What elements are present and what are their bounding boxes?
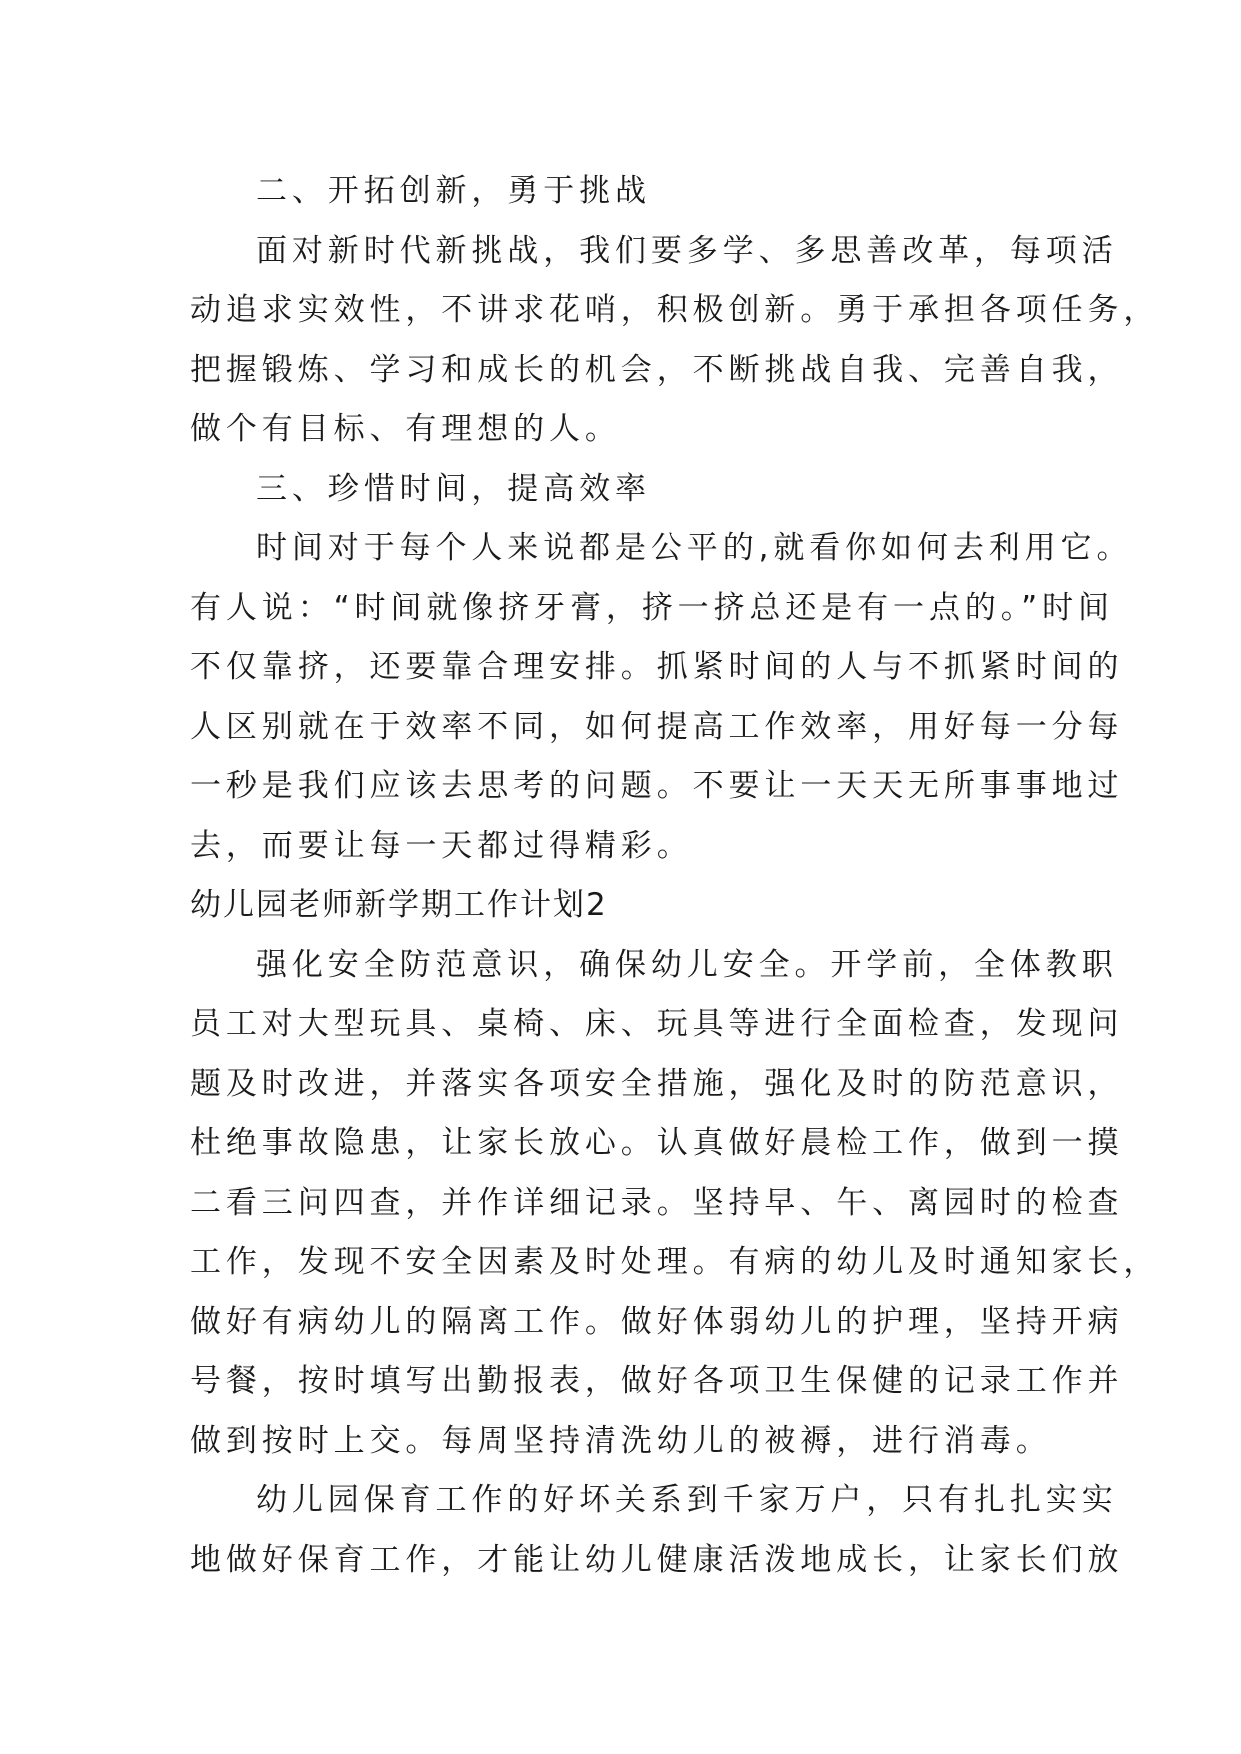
- text-line: 做到按时上交。每周坚持清洗幼儿的被褥，进行消毒。: [190, 1422, 1052, 1459]
- text-line: 人区别就在于效率不同，如何提高工作效率，用好每一分每: [190, 708, 1124, 745]
- text-line: 有人说：“时间就像挤牙膏，挤一挤总还是有一点的。”时间: [190, 589, 1114, 626]
- text-line: 员工对大型玩具、桌椅、床、玩具等进行全面检查，发现问: [190, 1006, 1124, 1042]
- text-line: 杜绝事故隐患，让家长放心。认真做好晨检工作，做到一摸: [190, 1125, 1124, 1161]
- paragraph-baoyu-gongzuo: [190, 1471, 1124, 1590]
- paragraph-shijian-gongping: [190, 519, 1133, 876]
- text-line: 时间对于每个人来说都是公平的,就看你如何去利用它。: [256, 530, 1133, 566]
- text-line: 幼儿园老师新学期工作计划2: [190, 887, 608, 923]
- text-line: 二看三问四查，并作详细记录。坚持早、午、离园时的检查: [190, 1184, 1124, 1221]
- text-line: 号餐，按时填写出勤报表，做好各项卫生保健的记录工作并: [190, 1363, 1124, 1399]
- text-line: 地做好保育工作，才能让幼儿健康活泼地成长，让家长们放: [190, 1541, 1124, 1578]
- document-page: [190, 162, 1160, 1590]
- paragraph-mianxiang-xinshidai: [190, 222, 1160, 460]
- section-title-plan-2: [190, 876, 1070, 936]
- heading-kaituo-chuangxin: [190, 162, 1070, 222]
- text-line: 面对新时代新挑战，我们要多学、多思善改革，每项活: [256, 232, 1118, 269]
- text-line: 强化安全防范意识，确保幼儿安全。开学前，全体教职: [256, 946, 1118, 983]
- text-line: 工作，发现不安全因素及时处理。有病的幼儿及时通知家长，: [190, 1244, 1160, 1280]
- text-line: 题及时改进，并落实各项安全措施，强化及时的防范意识，: [190, 1065, 1124, 1102]
- text-line: 二、开拓创新，勇于挑战: [256, 173, 651, 209]
- text-line: 把握锻炼、学习和成长的机会，不断挑战自我、完善自我，: [190, 351, 1124, 388]
- paragraph-anquan-fangfan: [190, 936, 1160, 1472]
- text-line: 做好有病幼儿的隔离工作。做好体弱幼儿的护理，坚持开病: [190, 1303, 1124, 1340]
- text-line: 幼儿园保育工作的好坏关系到千家万户，只有扎扎实实: [256, 1482, 1118, 1518]
- heading-zhenxi-shijian: [190, 460, 1070, 520]
- text-line: 一秒是我们应该去思考的问题。不要让一天天无所事事地过: [190, 768, 1124, 804]
- text-line: 做个有目标、有理想的人。: [190, 411, 621, 447]
- text-line: 去，而要让每一天都过得精彩。: [190, 827, 693, 864]
- text-line: 不仅靠挤，还要靠合理安排。抓紧时间的人与不抓紧时间的: [190, 649, 1124, 685]
- text-line: 三、珍惜时间，提高效率: [256, 470, 651, 507]
- text-line: 动追求实效性，不讲求花哨，积极创新。勇于承担各项任务，: [190, 292, 1160, 328]
